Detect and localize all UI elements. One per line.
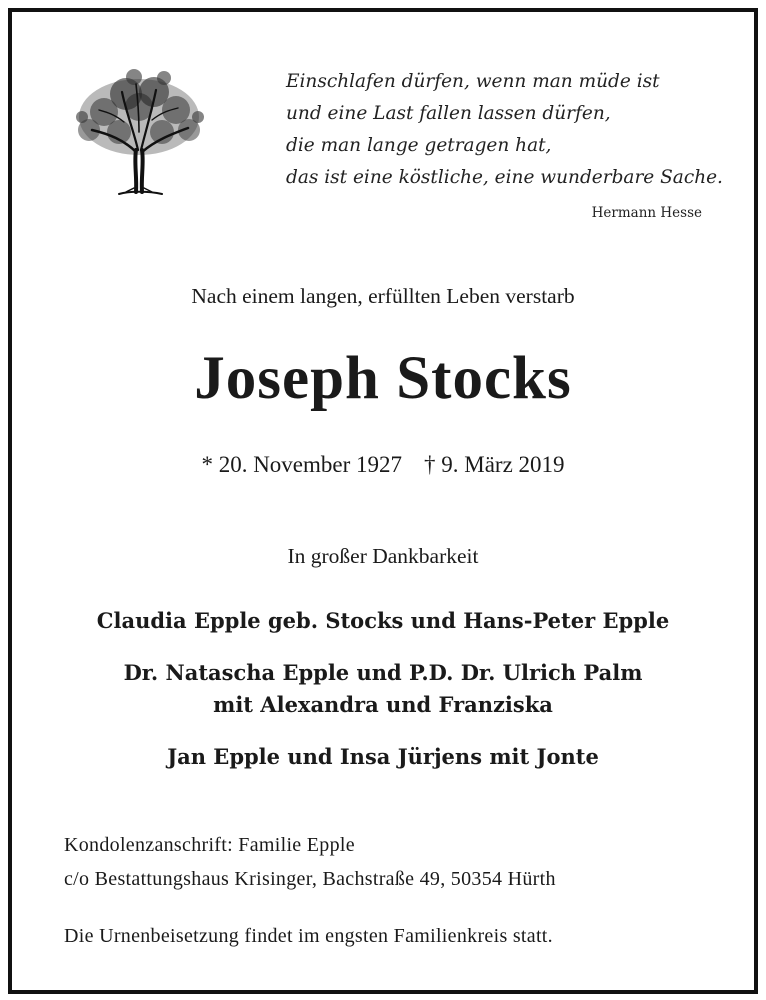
burial-note: Die Urnenbeisetzung findet im engsten Familienkreis statt. (64, 925, 553, 947)
death-date: † 9. März 2019 (424, 452, 565, 477)
deceased-name: Joseph Stocks (194, 345, 572, 412)
condolence-address-line1: Kondolenzanschrift: Familie Epple (64, 834, 355, 856)
quote-line: die man lange getragen hat, (286, 135, 552, 156)
announcement-intro: Nach einem langen, erfüllten Leben verstarb (191, 284, 575, 308)
mourner-line: mit Alexandra und Franziska (213, 692, 553, 717)
tree-icon (64, 62, 214, 202)
mourner-line: Jan Epple und Insa Jürjens mit Jonte (167, 744, 599, 769)
quote-line: das ist eine köstliche, eine wunderbare Sache. (286, 167, 723, 188)
quote-author: Hermann Hesse (591, 205, 702, 221)
mourners-intro: In großer Dankbarkeit (287, 544, 479, 568)
mourner-line: Claudia Epple geb. Stocks und Hans-Peter Epple (96, 608, 670, 633)
mourner-line: Dr. Natascha Epple und P.D. Dr. Ulrich Palm (123, 660, 643, 685)
obituary-frame (8, 8, 758, 994)
condolence-address-line2: c/o Bestattungshaus Krisinger, Bachstraße 49, 50354 Hürth (64, 868, 556, 890)
poem-quote (286, 66, 723, 194)
quote-line: und eine Last fallen lassen dürfen, (286, 103, 611, 124)
birth-date: * 20. November 1927 (201, 452, 403, 477)
life-dates (12, 452, 754, 478)
quote-line: Einschlafen dürfen, wenn man müde ist (286, 71, 660, 92)
